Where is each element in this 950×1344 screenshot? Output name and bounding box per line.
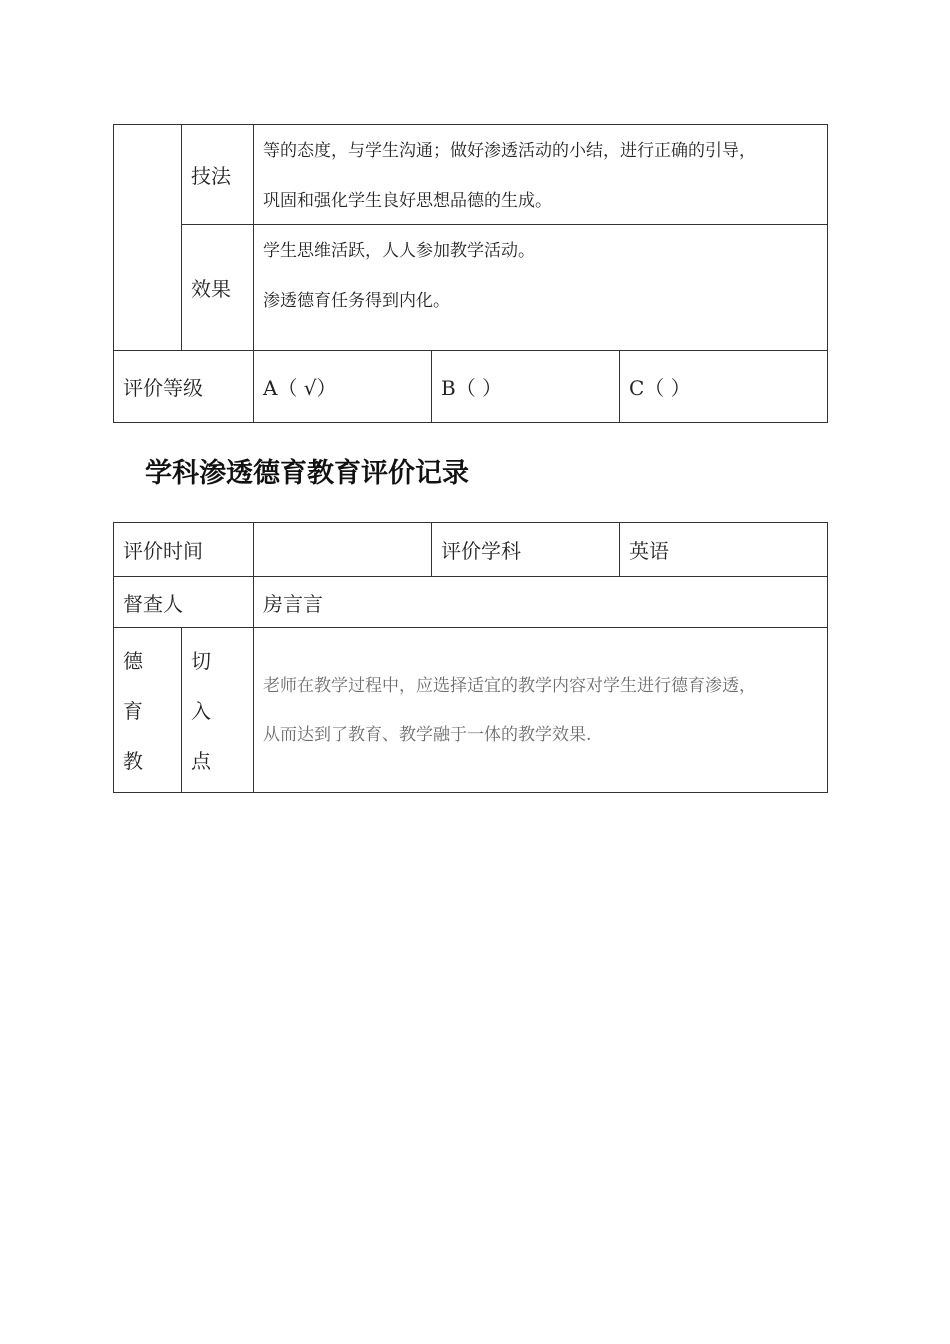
table2-border-right bbox=[827, 522, 828, 793]
entry-label-char-2: 入 bbox=[191, 699, 211, 723]
table1-border-left bbox=[113, 124, 114, 423]
table1-divider-col1 bbox=[181, 124, 182, 350]
entry-label-char-1: 切 bbox=[191, 649, 211, 673]
table1-border-right bbox=[827, 124, 828, 423]
grade-option-b: B（ ） bbox=[441, 376, 503, 400]
table1-divider-col2 bbox=[253, 124, 254, 423]
table1-divider-col3 bbox=[431, 350, 432, 423]
table2-border-bottom bbox=[113, 792, 828, 793]
section-title: 学科渗透德育教育评价记录 bbox=[145, 458, 469, 489]
table2-divider-col3 bbox=[431, 522, 432, 577]
table2-divider-row1 bbox=[113, 576, 828, 577]
moral-label-char-2: 育 bbox=[123, 699, 143, 723]
table1-border-top bbox=[113, 124, 828, 125]
table2-border-top bbox=[113, 522, 828, 523]
technique-line-1: 等的态度，与学生沟通；做好渗透活动的小结，进行正确的引导， bbox=[263, 141, 756, 161]
technique-line-2: 巩固和强化学生良好思想品德的生成。 bbox=[263, 191, 552, 211]
table2-divider-col4 bbox=[619, 522, 620, 577]
table2-divider-col-entry bbox=[181, 627, 182, 793]
supervisor-value: 房言言 bbox=[263, 592, 323, 616]
effect-line-1: 学生思维活跃，人人参加教学活动。 bbox=[263, 241, 535, 261]
grade-label: 评价等级 bbox=[123, 376, 203, 400]
effect-line-2: 渗透德育任务得到内化。 bbox=[263, 291, 450, 311]
table1-divider-col4 bbox=[619, 350, 620, 423]
supervisor-label: 督查人 bbox=[123, 592, 183, 616]
grade-option-a: A（ √） bbox=[263, 376, 337, 400]
entry-point-line-2: 从而达到了教育、教学融于一体的教学效果. bbox=[263, 725, 592, 745]
technique-label: 技法 bbox=[191, 164, 231, 188]
table2-border-left bbox=[113, 522, 114, 793]
table2-divider-col2 bbox=[253, 522, 254, 793]
entry-label-char-3: 点 bbox=[191, 749, 211, 773]
eval-time-label: 评价时间 bbox=[123, 539, 203, 563]
table2-divider-row2 bbox=[113, 627, 828, 628]
table1-divider-row2 bbox=[113, 350, 828, 351]
moral-label-char-3: 教 bbox=[123, 749, 143, 773]
eval-subject-label: 评价学科 bbox=[441, 539, 521, 563]
entry-point-line-1: 老师在教学过程中，应选择适宜的教学内容对学生进行德育渗透， bbox=[263, 676, 756, 696]
table1-border-bottom bbox=[113, 422, 828, 423]
moral-label-char-1: 德 bbox=[123, 649, 143, 673]
effect-label: 效果 bbox=[191, 277, 231, 301]
eval-subject-value: 英语 bbox=[629, 539, 669, 563]
grade-option-c: C（ ） bbox=[629, 376, 691, 400]
table1-divider-row1 bbox=[181, 224, 828, 225]
